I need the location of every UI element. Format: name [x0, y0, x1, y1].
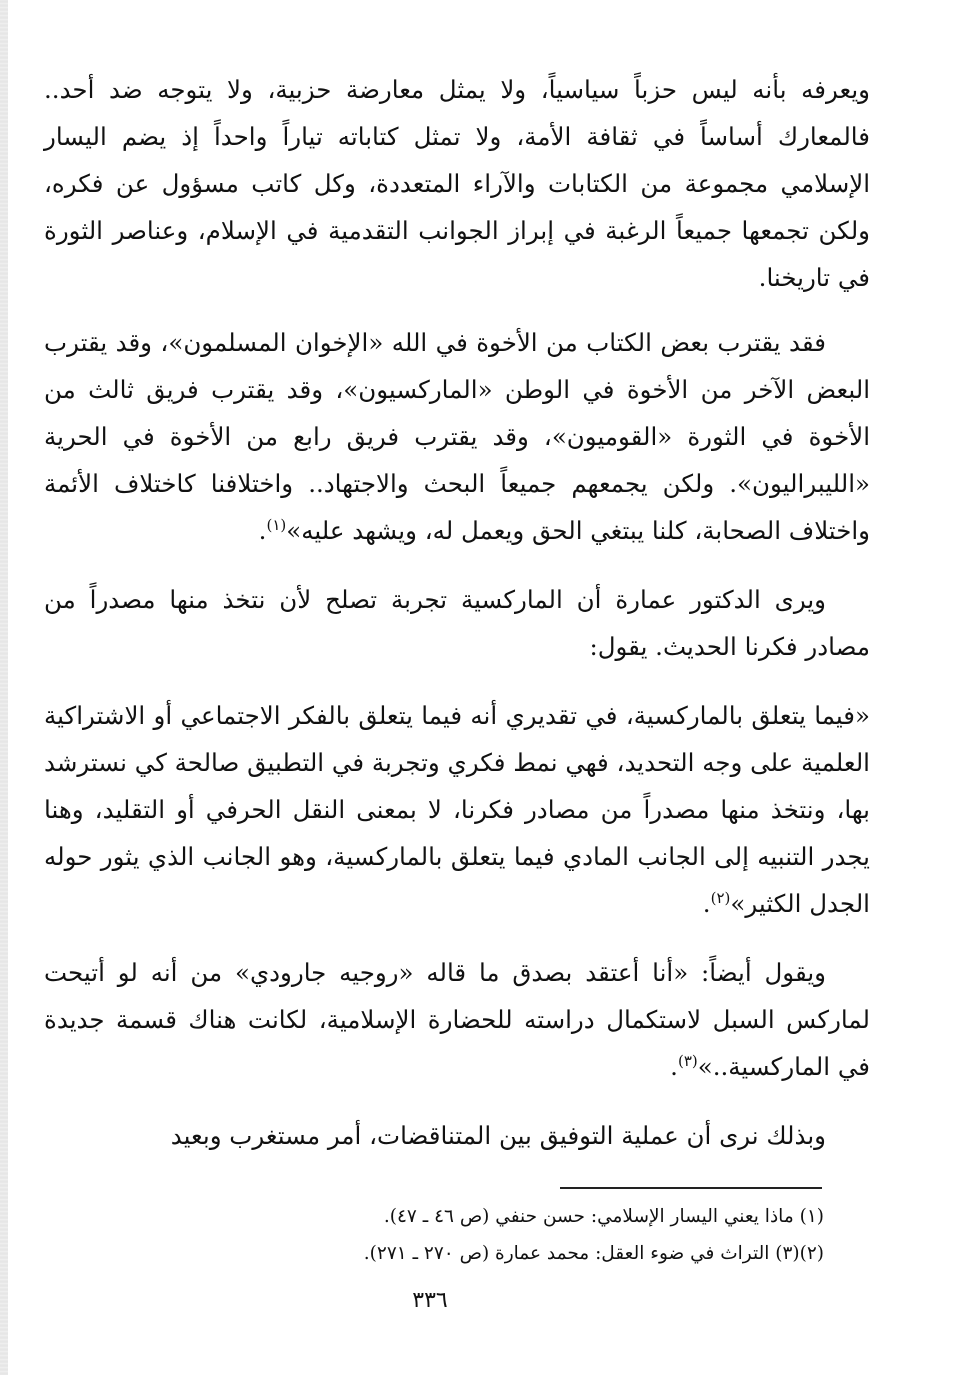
paragraph-3 — [44, 576, 870, 670]
footnote-1: (١) ماذا يعني اليسار الإسلامي: حسن حنفي (ص ٤٦ ـ ٤٧). — [383, 1206, 824, 1227]
paragraph-6-text: وبذلك نرى أن عملية التوفيق بين المتناقضات، أمر مستغرب وبعيد — [170, 1121, 826, 1150]
paragraph-1-text: ويعرفه بأنه ليس حزباً سياسياً، ولا يمثل معارضة حزبية، ولا يتوجه ضد أحد.. فالمعارك أساساً في ثقافة الأمة، ولا تمثل كتاباته تياراً واحداً إذ يضم اليسار الإسلامي مجموعة من الكتابات والآراء المتعددة، وكل كاتب مسؤول عن فكره، ولكن تجمعها جميعاً الرغبة في إبراز الجوانب التقدمية في الإسلام، وعناصر الثورة في تاريخنا. — [44, 75, 870, 292]
page-body — [44, 66, 870, 1181]
footnotes — [200, 1198, 824, 1272]
paragraph-5-end: . — [670, 1052, 678, 1081]
paragraph-2-text: فقد يقترب بعض الكتاب من الأخوة في الله «الإخوان المسلمون»، وقد يقترب البعض الآخر من الأخوة في الوطن «الماركسيون»، وقد يقترب فريق ثالث من الأخوة في الثورة «القوميون»، وقد يقترب فريق رابع من الأخوة في الحرية «الليبراليون». ولكن يجمعهم جميعاً البحث والاجتهاد.. واختلافنا كاختلاف الأئمة واختلاف الصحابة، كلنا يبتغي الحق ويعمل له، ويشهد عليه» — [44, 328, 870, 545]
scan-edge-shadow — [0, 0, 8, 1375]
footnote-ref-1: (١) — [266, 515, 287, 534]
footnote-2: (٢)(٣) التراث في ضوء العقل: محمد عمارة (ص ٢٧٠ ـ ٢٧١). — [363, 1243, 824, 1264]
paragraph-4 — [44, 692, 870, 927]
footnote-ref-2: (٢) — [710, 888, 731, 907]
paragraph-2-end: . — [258, 516, 267, 545]
paragraph-6 — [44, 1112, 870, 1159]
paragraph-5-text: ويقول أيضاً: «أنا أعتقد بصدق ما قاله «روجيه جارودي» من أنه لو أتيحت لماركس السبل لاستكمال دراسته للحضارة الإسلامية، لكانت هناك قسمة جديدة في الماركسية..» — [44, 958, 870, 1081]
page-number: ٣٣٦ — [412, 1288, 448, 1313]
paragraph-2 — [44, 319, 870, 554]
footnote-divider — [560, 1187, 822, 1189]
paragraph-4-end: . — [702, 889, 711, 918]
paragraph-4-text: «فيما يتعلق بالماركسية، في تقديري أنه فيما يتعلق بالفكر الاجتماعي أو الاشتراكية العلمية على وجه التحديد، فهي نمط فكري وتجربة في التطبيق صالحة كي نسترشد بها، ونتخذ منها مصدراً من مصادر فكرنا، لا بمعنى النقل الحرفي أو التقليد، وهنا يجدر التنبيه إلى الجانب المادي فيما يتعلق بالماركسية، وهو الجانب الذي يثور حوله الجدل الكثير» — [44, 701, 870, 918]
paragraph-5 — [44, 949, 870, 1090]
paragraph-3-text: ويرى الدكتور عمارة أن الماركسية تجربة تصلح لأن نتخذ منها مصدراً من مصادر فكرنا الحديث. يقول: — [44, 585, 870, 661]
footnote-ref-3: (٣) — [677, 1051, 698, 1070]
paragraph-1 — [44, 66, 870, 301]
